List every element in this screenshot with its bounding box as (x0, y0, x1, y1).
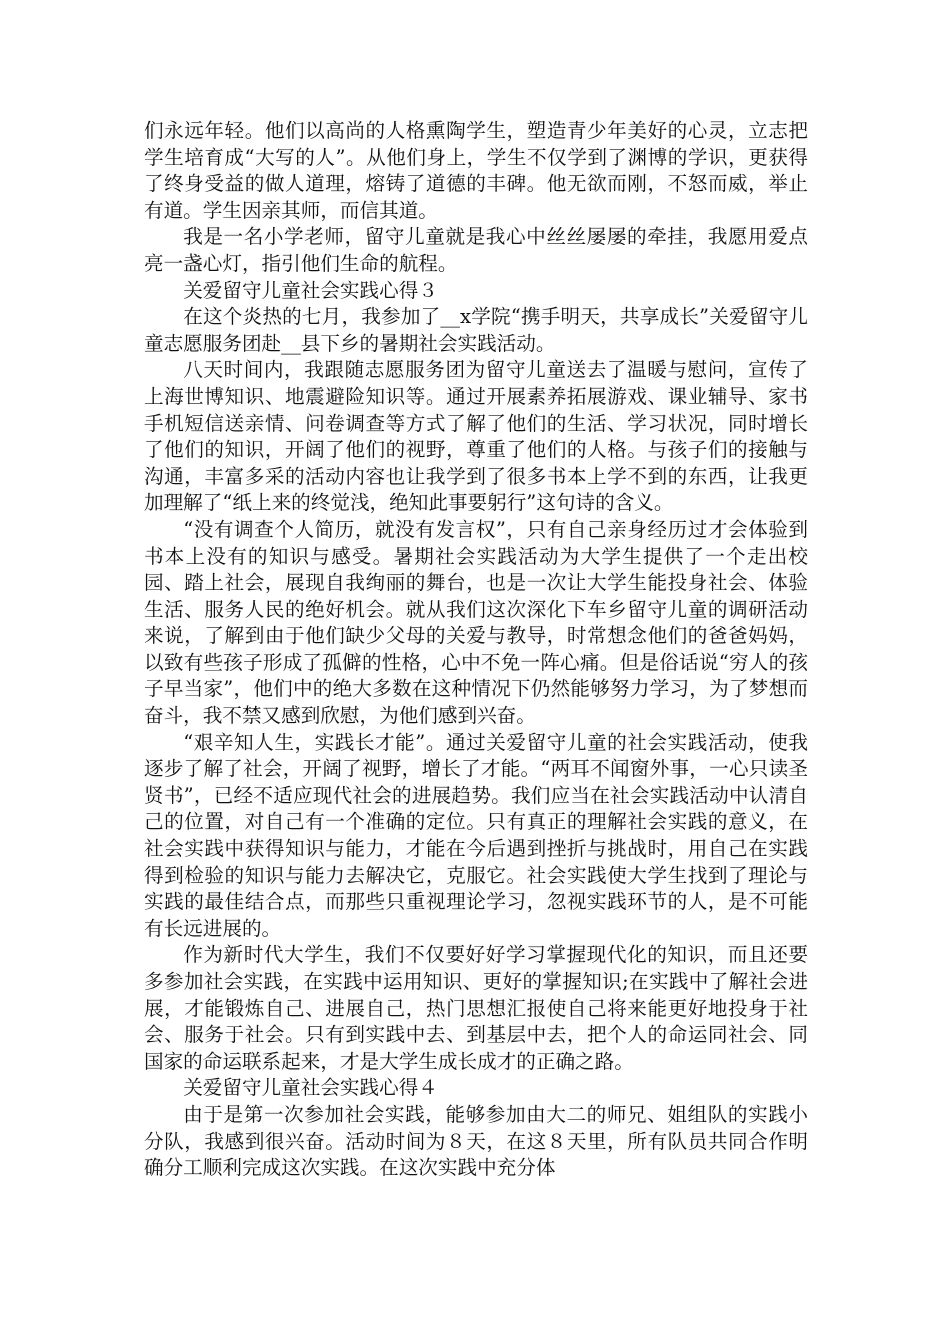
paragraph-eight-days: 八天时间内，我跟随志愿服务团为留守儿童送去了温暖与慰问，宣传了上海世博知识、地震避险知识等。通过开展素养拓展游戏、课业辅导、家书手机短信送亲情、问卷调查等方式了解了他们的生活、学习状况，同时增长了他们的知识，开阔了他们的视野，尊重了他们的人格。与孩子们的接触与沟通，丰富多采的活动内容也让我学到了很多书本上学不到的东西，让我更加理解了“纸上来的终觉浅，绝知此事要躬行”这句诗的含义。 (144, 358, 808, 515)
paragraph-first-practice: 由于是第一次参加社会实践，能够参加由大二的师兄、姐组队的实践小分队，我感到很兴奋。活动时间为８天，在这８天里，所有队员共同合作明确分工顺利完成这次实践。在这次实践中充分体 (144, 1102, 808, 1180)
paragraph-hardship: “艰辛知人生，实践长才能”。通过关爱留守儿童的社会实践活动，使我逐步了解了社会，开阔了视野，增长了才能。“两耳不闻窗外事，一心只读圣贤书”，已经不适应现代社会的进展趋势。我们应当在社会实践活动中认清自己的位置，对自己有一个准确的定位。只有真正的理解社会实践的意义，在社会实践中获得知识与能力，才能在今后遇到挫折与挑战时，用自己在实践得到检验的知识与能力去解决它，克服它。社会实践使大学生找到了理论与实践的最佳结合点，而那些只重视理论学习，忽视实践环节的人，是不可能有长远进展的。 (144, 730, 808, 940)
paragraph-intro-july: 在这个炎热的七月，我参加了__x学院“携手明天，共享成长”关爱留守儿童志愿服务团赴__县下乡的暑期社会实践活动。 (144, 305, 808, 355)
paragraph-continuation: 们永远年轻。他们以高尚的人格熏陶学生，塑造青少年美好的心灵，立志把学生培育成“大写的人”。从他们身上，学生不仅学到了渊博的学识，更获得了终身受益的做人道理，熔铸了道德的丰碑。他无欲而刚，不怒而威，举止有道。学生因亲其师，而信其道。 (144, 119, 808, 222)
document-page (144, 118, 808, 1182)
paragraph-investigation: “没有调查个人简历，就没有发言权”，只有自己亲身经历过才会体验到书本上没有的知识与感受。暑期社会实践活动为大学生提供了一个走出校园、踏上社会，展现自我绚丽的舞台，也是一次让大学生能投身社会、体验生活、服务人民的绝好机会。就从我们这次深化下车乡留守儿童的调研活动来说，了解到由于他们缺少父母的关爱与教导，时常想念他们的爸爸妈妈，以致有些孩子形成了孤僻的性格，心中不免一阵心痛。但是俗话说“穷人的孩子早当家”，他们中的绝大多数在这种情况下仍然能够努力学习，为了梦想而奋斗，我不禁又感到欣慰，为他们感到兴奋。 (144, 517, 808, 728)
paragraph-new-era-students: 作为新时代大学生，我们不仅要好好学习掌握现代化的知识，而且还要多参加社会实践，在实践中运用知识、更好的掌握知识;在实践中了解社会进展，才能锻炼自己、进展自己，热门思想汇报使自己将来能更好地投身于社会、服务于社会。只有到实践中去、到基层中去，把个人的命运同社会、同国家的命运联系起来，才是大学生成长成才的正确之路。 (144, 943, 808, 1073)
paragraph-teacher-statement: 我是一名小学老师，留守儿童就是我心中丝丝屡屡的牵挂，我愿用爱点亮一盏心灯，指引他们生命的航程。 (144, 225, 808, 275)
section-heading-3: 关爱留守儿童社会实践心得３ (183, 278, 438, 302)
section-heading-4: 关爱留守儿童社会实践心得４ (183, 1076, 438, 1100)
